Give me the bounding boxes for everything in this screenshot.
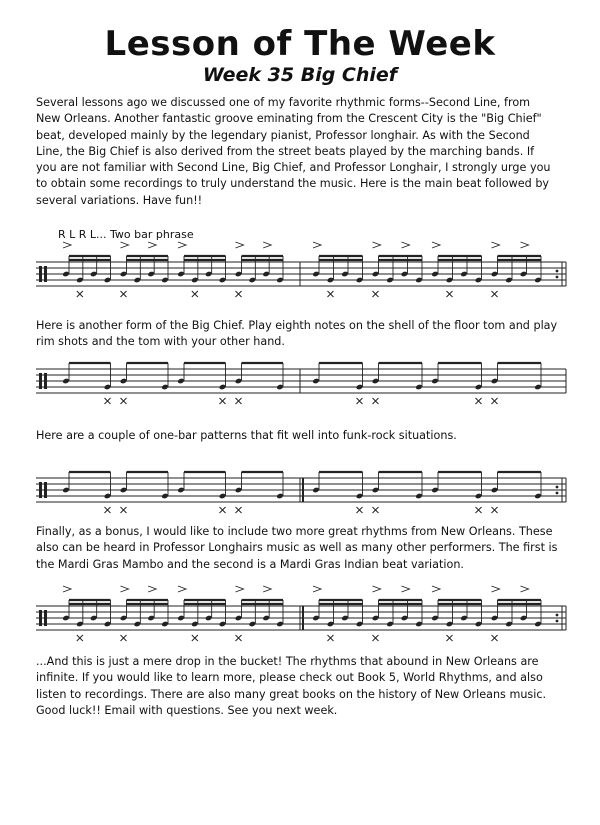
accent-mark xyxy=(263,586,271,592)
lesson-title: Lesson of The Week xyxy=(104,24,496,64)
hihat-foot-note xyxy=(121,635,127,641)
sticking-label: R L R L... Two bar phrase xyxy=(58,228,194,241)
accent-mark xyxy=(521,586,529,592)
hihat-foot-note xyxy=(77,635,83,641)
repeat-dot xyxy=(556,620,559,623)
accent-mark xyxy=(236,586,244,592)
accent-mark xyxy=(121,586,129,592)
accent-mark xyxy=(63,586,71,592)
lesson-subtitle: Week 35 Big Chief xyxy=(202,64,398,86)
hihat-foot-note xyxy=(192,635,198,641)
accent-mark xyxy=(432,586,440,592)
hihat-foot-note xyxy=(492,635,498,641)
accent-mark xyxy=(402,586,410,592)
percussion-clef xyxy=(39,610,42,626)
intro-paragraph: Several lessons ago we discussed one of my favorite rhythmic forms--Second Line, from New Orleans. Another fantastic groove eminating from the Crescent City is the "Big Chief" beat, developed mainly by the legendary pianist, Professor longhair. As with the Second Line, the Big Chief is also derived from the street beats played by the marching bands. If you are not familiar with Second Line, Big Chief, and Professor Longhair, I strongly urge you to obtain some recordings to truly understand the music. Here is the main beat followed by several variations. Have fun!! xyxy=(36,96,551,207)
hihat-foot-note xyxy=(373,635,379,641)
accent-mark xyxy=(373,586,381,592)
funk-rock-paragraph: Here are a couple of one-bar patterns that fit well into funk-rock situations. xyxy=(36,429,457,442)
accent-mark xyxy=(178,586,186,592)
percussion-clef xyxy=(44,610,47,626)
bonus-paragraph: Finally, as a bonus, I would like to include two more great rhythms from New Orleans. These also can be heard in Professor Longhairs music as well as many other performers. The first is the Mardi Gras Mambo and the second is a Mardi Gras Indian beat variation. xyxy=(36,525,558,571)
outro-paragraph: ...And this is just a mere drop in the bucket! The rhythms that abound in New Orleans are infinite. If you would like to learn more, please check out Book 5, World Rhythms, and also listen to recordings. There are also many great books on the history of New Orleans music. Good luck!! Email with questions. See you next week. xyxy=(36,655,547,717)
repeat-dot xyxy=(556,614,559,617)
accent-mark xyxy=(148,586,156,592)
hihat-foot-note xyxy=(447,635,453,641)
floor-tom-paragraph: Here is another form of the Big Chief. Play eighth notes on the shell of the floor tom and play rim shots and the tom with your other hand. xyxy=(36,319,558,349)
accent-mark xyxy=(492,586,500,592)
hihat-foot-note xyxy=(328,635,334,641)
hihat-foot-note xyxy=(236,635,242,641)
accent-mark xyxy=(313,586,321,592)
